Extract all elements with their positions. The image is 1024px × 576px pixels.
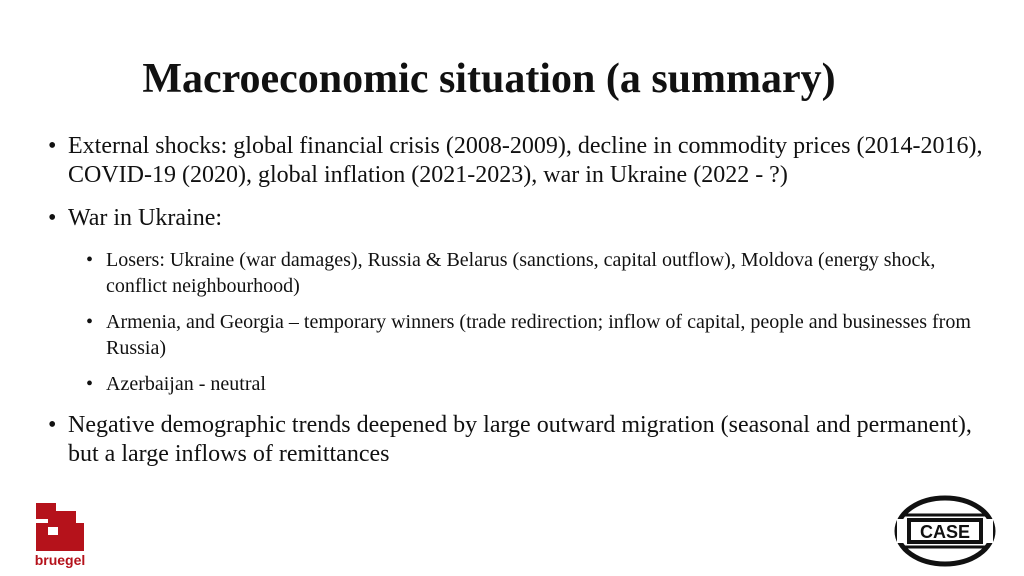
sub-bullet-neutral: • Azerbaijan - neutral xyxy=(48,371,998,397)
case-logo-text: CASE xyxy=(919,522,971,542)
bruegel-logo-text: bruegel xyxy=(34,552,86,568)
bruegel-logo-icon xyxy=(28,503,92,569)
sub-bullet-losers: • Losers: Ukraine (war damages), Russia & Belarus (sanctions, capital outflow), Moldova (energy shock, conflict neighbourhood) xyxy=(48,247,998,299)
sub-bullet-list xyxy=(48,247,998,397)
slide-title: Macroeconomic situation (a summary) xyxy=(142,56,836,102)
bullet-external-shocks: • External shocks: global financial crisis (2008-2009), decline in commodity prices (2014-2016), COVID-19 (2020), global inflation (2021-2023), war in Ukraine (2022 - ?) xyxy=(48,132,998,190)
sub-bullet-winners: • Armenia, and Georgia – temporary winners (trade redirection; inflow of capital, people and businesses from Russia) xyxy=(48,309,998,361)
slide-content xyxy=(48,132,998,483)
case-logo-icon xyxy=(893,494,997,568)
bullet-war-in-ukraine: • War in Ukraine: xyxy=(48,204,998,233)
bullet-demographics: • Negative demographic trends deepened by large outward migration (seasonal and permanent), but a large inflows of remittances xyxy=(48,411,998,469)
